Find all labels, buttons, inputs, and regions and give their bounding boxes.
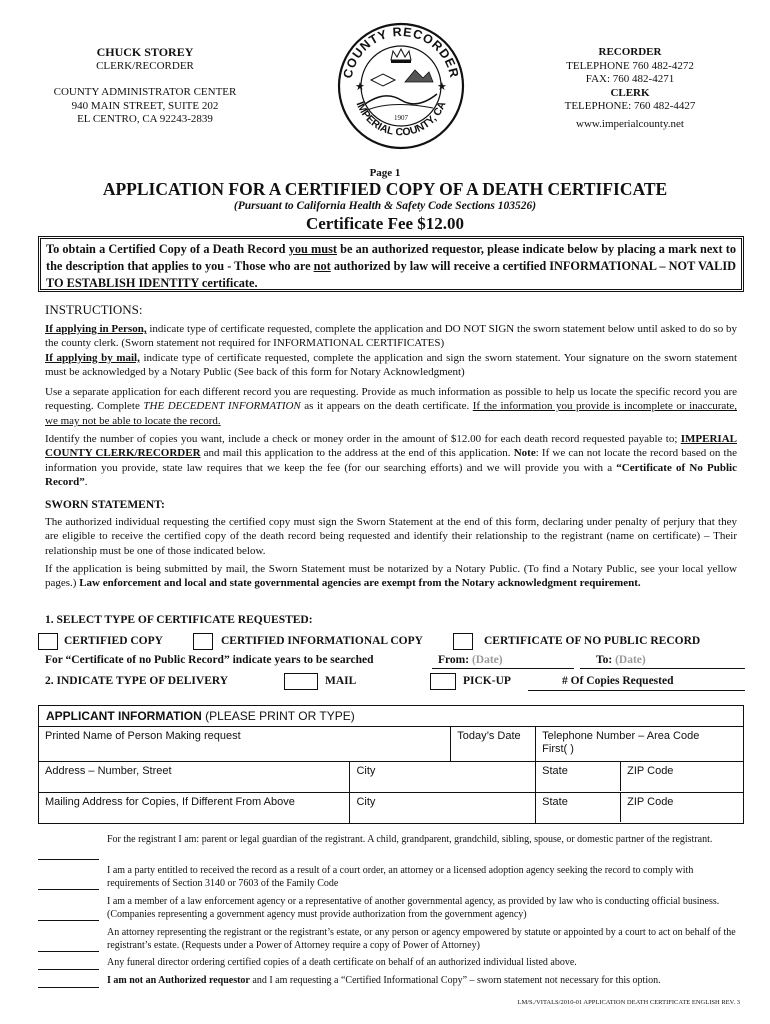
not-authorized-bold: I am not an Authorized requestor bbox=[107, 975, 250, 986]
copies-note-label: Note bbox=[513, 447, 536, 460]
to-date-placeholder: (Date) bbox=[615, 654, 646, 666]
river-line bbox=[365, 94, 437, 104]
statement-law-enforcement-mark[interactable] bbox=[38, 920, 99, 921]
seal-bottom-text: IMPERIAL COUNTY, CA bbox=[353, 99, 449, 139]
mail-checkbox[interactable] bbox=[284, 673, 318, 690]
copies-no-record: “Certificate of No Public Record” bbox=[45, 461, 737, 489]
notice-emphasis-2: not bbox=[313, 259, 331, 273]
mailing-city-field[interactable]: City bbox=[350, 793, 536, 824]
form-revision-code: LM/S./VITALS/2010-01 APPLICATION DEATH CERTIFICATE ENGLISH REV. 3 bbox=[517, 999, 740, 1006]
separate-italic: THE DECEDENT INFORMATION bbox=[143, 400, 301, 413]
clerk-phone: TELEPHONE: 760 482-4427 bbox=[564, 100, 696, 112]
sworn-text-2 bbox=[45, 562, 737, 591]
separate-text-2: as it appears on the death certificate. bbox=[300, 400, 473, 413]
seal-star-left: ★ bbox=[355, 81, 365, 93]
statement-parent-mark[interactable] bbox=[38, 859, 99, 860]
header-right bbox=[530, 46, 730, 131]
instructions-heading bbox=[45, 302, 143, 318]
instructions-heading-text: INSTRUCTIONS bbox=[45, 302, 139, 317]
notice-emphasis-1: you must bbox=[288, 242, 337, 256]
sworn-heading: SWORN STATEMENT: bbox=[45, 499, 165, 511]
from-date-placeholder: (Date) bbox=[471, 654, 503, 666]
notice-text-2: be an authorized requestor, please indicate below by placing a mark next to the description that applies to you - Those who are bbox=[46, 242, 736, 273]
recorder-phone: TELEPHONE 760 482-4272 bbox=[566, 59, 694, 72]
to-date-field[interactable] bbox=[580, 668, 745, 669]
ground-line bbox=[367, 104, 433, 110]
by-mail-text: indicate type of certificate requested, complete the application and sign the sworn statement. Your signature on the sworn statement must be acknowledged by a Notary Public (See back of this form for Notary Acknowledgment) bbox=[45, 351, 737, 379]
notice-text-3: authorized by law will receive a certified INFORMATIONAL – NOT VALID TO ESTABLISH IDENTITY certificate. bbox=[46, 259, 736, 290]
instructions-separate-application bbox=[45, 385, 737, 428]
statement-law-enforcement: I am a member of a law enforcement agency or a representative of another governmental agency, as provided by law who is conducting official business. (Companies representing a government agency must provide authorization from the government agency) bbox=[107, 896, 720, 920]
certified-informational-label: CERTIFIED INFORMATIONAL COPY bbox=[221, 635, 423, 647]
copies-text-2: and mail this application to the address at the end of this application. bbox=[200, 447, 514, 460]
copies-end: . bbox=[84, 476, 88, 489]
table-row bbox=[39, 727, 744, 762]
telephone-first: First( ) bbox=[542, 743, 574, 755]
table-row bbox=[39, 793, 744, 824]
book-icon bbox=[371, 74, 395, 86]
office-street: 940 MAIN STREET, SUITE 202 bbox=[71, 99, 219, 112]
copies-count-field[interactable] bbox=[528, 690, 556, 691]
sworn-text-1: The authorized individual requesting the certified copy must sign the Sworn Statement at the end of this form, declaring under penalty of perjury that they are eligible to receive the certified copy of the death record being requested and identify their relationship to the registrant (name on certificate) – Their relationship must be one of those indicated below. bbox=[45, 516, 737, 557]
applicant-info-table bbox=[38, 726, 744, 824]
city-field[interactable]: City bbox=[350, 762, 536, 793]
recorder-label: RECORDER bbox=[598, 46, 662, 58]
clerk-name: CHUCK STOREY bbox=[96, 45, 194, 59]
statement-parent: For the registrant I am: parent or legal guardian of the registrant. A child, grandparent, grandchild, sibling, spouse, or domestic partner of the registrant. bbox=[107, 834, 713, 845]
certified-copy-label: CERTIFIED COPY bbox=[64, 635, 163, 647]
mailing-zip-field[interactable]: ZIP Code bbox=[627, 796, 674, 808]
mail-label: MAIL bbox=[325, 675, 357, 687]
printed-name-field[interactable]: Printed Name of Person Making request bbox=[39, 727, 451, 762]
certificate-fee: Certificate Fee $12.00 bbox=[305, 214, 465, 233]
instructions-copies bbox=[45, 432, 737, 490]
statement-court-order: I am a party entitled to received the record as a result of a court order, an attorney or a licensed adoption agency seeking the record to comply with requirements of Section 3140 or 7603 of the Family Code bbox=[107, 865, 694, 889]
seal-top-text: COUNTY RECORDER bbox=[340, 24, 462, 80]
clerk-label: CLERK bbox=[610, 86, 650, 99]
not-authorized-text: and I am requesting a “Certified Informational Copy” – sworn statement not necessary for this option. bbox=[249, 975, 661, 986]
sworn-text-2-bold: Law enforcement and local and state governmental agencies are exempt from the Notary acknowledgment requirement. bbox=[79, 577, 641, 590]
table-row bbox=[39, 762, 744, 793]
seal-year: 1907 bbox=[394, 114, 408, 122]
separate-text-1: Use a separate application for each different record you are requesting. Provide as much information as possible to help us locate the specific record you are requesting. Complete bbox=[45, 386, 737, 413]
crown-band bbox=[391, 60, 411, 63]
instructions-heading-colon: : bbox=[138, 302, 143, 317]
authorization-notice bbox=[38, 236, 744, 292]
statement-attorney: An attorney representing the registrant or the registrant’s estate, or any person or agency empowered by statute or appointed by a court to act on behalf of the registrant’s estate. (Requests under a Power of Attorney require a copy of Power of Attorney) bbox=[107, 927, 736, 951]
clerk-title: CLERK/RECORDER bbox=[96, 59, 194, 72]
page-number: Page 1 bbox=[369, 167, 401, 179]
office-city: EL CENTRO, CA 92243-2839 bbox=[77, 113, 213, 125]
county-website: www.imperialcounty.net bbox=[576, 117, 684, 130]
instructions-in-person bbox=[45, 322, 737, 380]
seal-star-right: ★ bbox=[437, 81, 447, 93]
statement-not-authorized-mark[interactable] bbox=[38, 987, 99, 988]
mailing-state-zip-cell bbox=[536, 793, 744, 824]
in-person-lead: If applying in Person, bbox=[45, 323, 147, 335]
certified-copy-checkbox[interactable] bbox=[38, 633, 58, 650]
statement-attorney-mark[interactable] bbox=[38, 951, 99, 952]
section2-heading: 2. INDICATE TYPE OF DELIVERY bbox=[45, 675, 229, 687]
telephone-label: Telephone Number – Area Code bbox=[542, 730, 700, 742]
pickup-checkbox[interactable] bbox=[430, 673, 456, 690]
certified-informational-checkbox[interactable] bbox=[193, 633, 213, 650]
state-field[interactable]: State bbox=[536, 762, 621, 791]
applicant-info-heading bbox=[38, 705, 744, 727]
copies-requested-label: # Of Copies Requested bbox=[562, 675, 674, 687]
from-date-field[interactable] bbox=[432, 668, 574, 669]
no-public-record-checkbox[interactable] bbox=[453, 633, 473, 650]
by-mail-lead: If applying by mail, bbox=[45, 351, 140, 364]
notice-text-1: To obtain a Certified Copy of a Death Record bbox=[46, 242, 289, 256]
to-label bbox=[596, 654, 646, 666]
pickup-label: PICK-UP bbox=[463, 675, 511, 687]
copies-payee: IMPERIAL COUNTY CLERK/RECORDER bbox=[45, 433, 737, 460]
mailing-state-field[interactable]: State bbox=[536, 793, 621, 822]
section1-heading: 1. SELECT TYPE OF CERTIFICATE REQUESTED: bbox=[45, 614, 313, 626]
todays-date-field[interactable]: Today’s Date bbox=[451, 727, 536, 762]
applicant-heading-note: (PLEASE PRINT OR TYPE) bbox=[201, 709, 355, 723]
statement-funeral-director-mark[interactable] bbox=[38, 969, 99, 970]
statement-funeral-director: Any funeral director ordering certified copies of a death certificate on behalf of an authorized individual listed above. bbox=[107, 957, 577, 968]
copies-text-3: : If we can not locate the record based on the information you provide, state law requires that we keep the fee (for our searching efforts) and we will provide you with a bbox=[45, 447, 737, 474]
header-left bbox=[40, 46, 250, 127]
office-name: COUNTY ADMINISTRATOR CENTER bbox=[53, 86, 237, 98]
separate-underlined: If the information you provide is incomplete or inaccurate, we may not be able to locate the record. bbox=[45, 400, 738, 427]
address-field[interactable]: Address – Number, Street bbox=[39, 762, 350, 793]
copies-text-1: Identify the number of copies you want, include a check or money order in the amount of $12.00 for each death record requested payable to; bbox=[45, 433, 681, 445]
mailing-address-field[interactable]: Mailing Address for Copies, If Different From Above bbox=[39, 793, 350, 824]
no-public-record-label: CERTIFICATE OF NO PUBLIC RECORD bbox=[484, 635, 701, 647]
statement-court-order-mark[interactable] bbox=[38, 889, 99, 890]
statement-not-authorized bbox=[107, 974, 737, 987]
sworn-text-2a: If the application is being submitted by mail, the Sworn Statement must be notarized by a Notary Public. (To find a Notary Public, see your local yellow pages.) bbox=[45, 563, 737, 590]
to-label-text: To: bbox=[596, 654, 613, 666]
state-zip-cell bbox=[536, 762, 744, 793]
copies-underline bbox=[556, 690, 745, 691]
from-label bbox=[438, 654, 503, 666]
years-searched-label: For “Certificate of no Public Record” indicate years to be searched bbox=[45, 654, 374, 666]
applicant-heading-text: APPLICANT INFORMATION bbox=[46, 709, 202, 723]
recorder-fax: FAX: 760 482-4271 bbox=[585, 73, 675, 85]
in-person-text: indicate type of certificate requested, complete the application and DO NOT SIGN the sworn statement below until asked to do so by the county clerk. (Sworn statement not required for INFORMATIONAL CERTIFICATES) bbox=[45, 323, 737, 350]
crown-icon bbox=[391, 49, 411, 60]
telephone-field[interactable] bbox=[536, 727, 744, 762]
mountain-icon bbox=[405, 70, 433, 82]
page-subtitle: (Pursuant to California Health & Safety Code Sections 103526) bbox=[233, 200, 537, 212]
county-recorder-seal bbox=[333, 20, 469, 150]
zip-field[interactable]: ZIP Code bbox=[627, 765, 674, 777]
page-title: APPLICATION FOR A CERTIFIED COPY OF A DEATH CERTIFICATE bbox=[102, 179, 668, 199]
from-label-text: From: bbox=[438, 654, 470, 666]
